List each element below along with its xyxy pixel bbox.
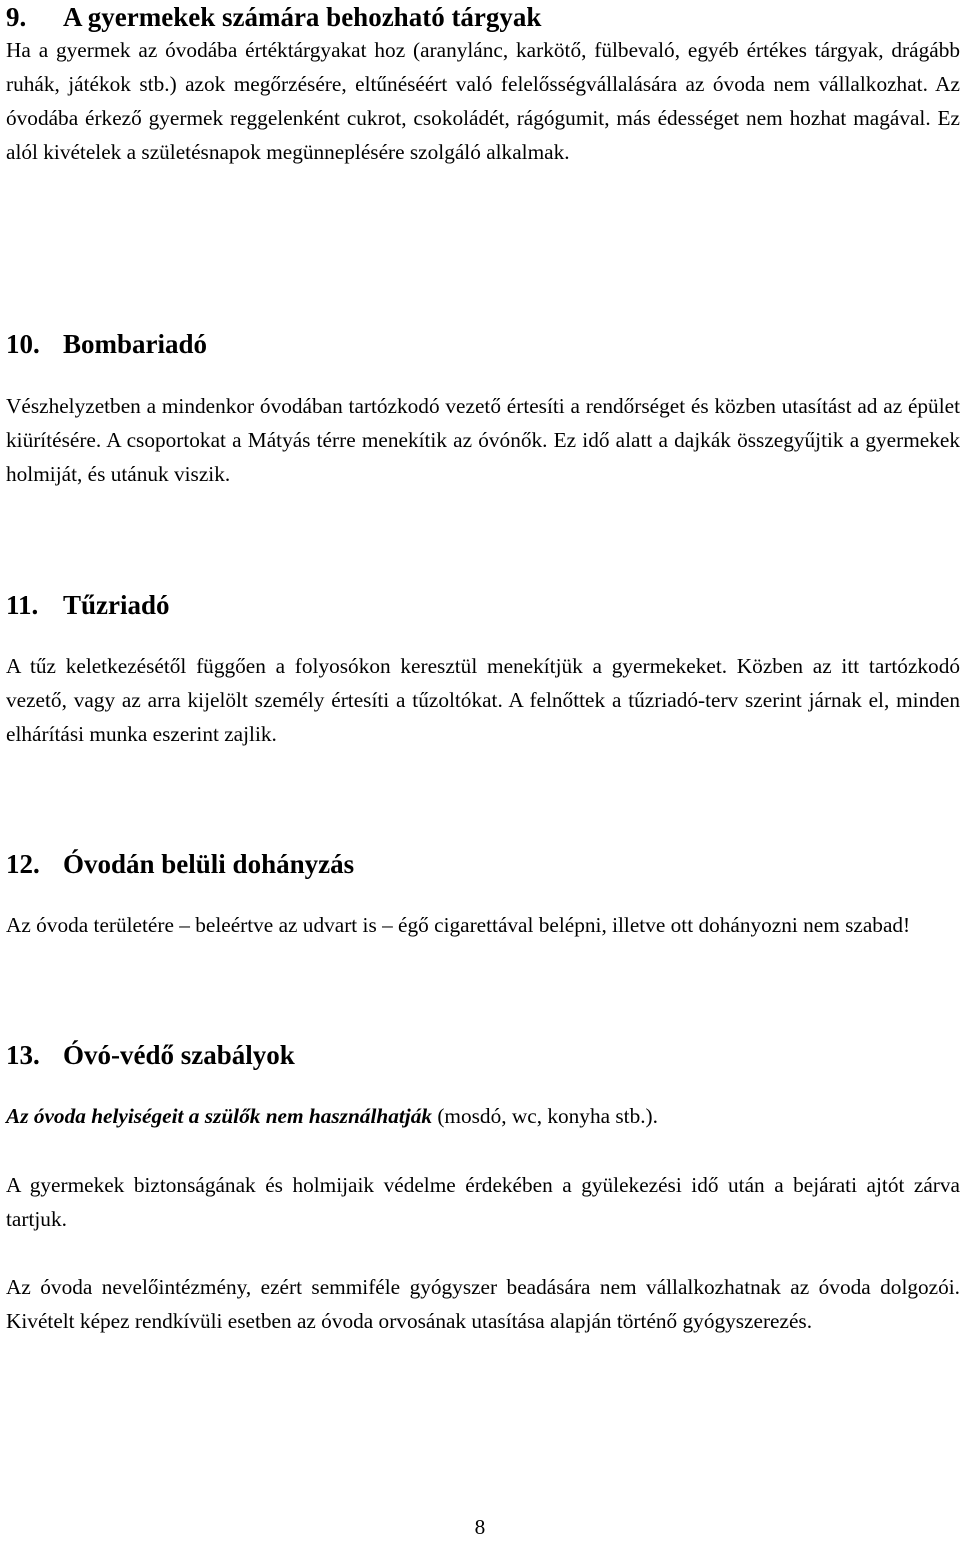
section-9-number: 9.: [6, 2, 27, 32]
section-12-paragraph: Az óvoda területére – beleértve az udvart is – égő cigarettával belépni, illetve ott dohányozni nem szabad!: [6, 913, 911, 937]
section-10-heading: [6, 327, 207, 361]
section-12-number: 12.: [6, 849, 40, 879]
section-12-heading: [6, 847, 354, 881]
section-11-number: 11.: [6, 590, 39, 620]
section-13-heading: [6, 1038, 295, 1072]
section-13-paragraph-2: Az óvoda nevelőintézmény, ezért semmiféle gyógyszer beadására nem vállalkozhatnak az óvoda dolgozói. Kivételt képez rendkívüli esetben az óvoda orvosának utasítása alapján történő gyógyszerezés.: [6, 1275, 960, 1333]
page-number: 8: [474, 1515, 486, 1539]
section-13-rule-emphasis: Az óvoda helyiségeit a szülők nem használhatják: [6, 1104, 432, 1128]
section-10-title: Bombariadó: [63, 329, 208, 359]
section-10-number: 10.: [6, 329, 40, 359]
section-11-paragraph: A tűz keletkezésétől függően a folyosókon keresztül menekítjük a gyermekeket. Közben az itt tartózkodó vezető, vagy az arra kijelölt személy értesíti a tűzoltókat. A felnőttek a tűzriadó-terv szerint járnak el, minden elhárítási munka eszerint zajlik.: [6, 654, 960, 746]
section-9-heading: [6, 0, 541, 34]
section-13-rule-paragraph: [6, 1099, 658, 1133]
section-9-paragraph: Ha a gyermek az óvodába értéktárgyakat hoz (aranylánc, karkötő, fülbevaló, egyéb értékes tárgyak, drágább ruhák, játékok stb.) azok megőrzésére, eltűnéséért való felelősségvállalására az óvoda nem vállalkozhat. Az óvodába érkező gyermek reggelenként cukrot, csokoládét, rágógumit, más édességet nem hozhat magával. Ez alól kivételek a születésnapok megünneplésére szolgáló alkalmak.: [6, 38, 960, 164]
section-11-title: Tűzriadó: [63, 590, 170, 620]
section-10-paragraph: Vészhelyzetben a mindenkor óvodában tartózkodó vezető értesíti a rendőrséget és közben utasítást ad az épület kiürítésére. A csoportokat a Mátyás térre menekítik az óvónők. Ez idő alatt a dajkák összegyűjtik a gyermekek holmiját, és utánuk viszik.: [6, 394, 960, 486]
section-13-number: 13.: [6, 1040, 40, 1070]
section-9-title: A gyermekek számára behozható tárgyak: [63, 2, 542, 32]
section-13-title: Óvó-védő szabályok: [63, 1040, 295, 1070]
section-13-rule-rest: (mosdó, wc, konyha stb.).: [432, 1104, 658, 1128]
section-11-heading: [6, 588, 170, 622]
section-13-paragraph-1: A gyermekek biztonságának és holmijaik védelme érdekében a gyülekezési idő után a bejárati ajtót zárva tartjuk.: [6, 1173, 960, 1231]
section-12-title: Óvodán belüli dohányzás: [63, 849, 355, 879]
